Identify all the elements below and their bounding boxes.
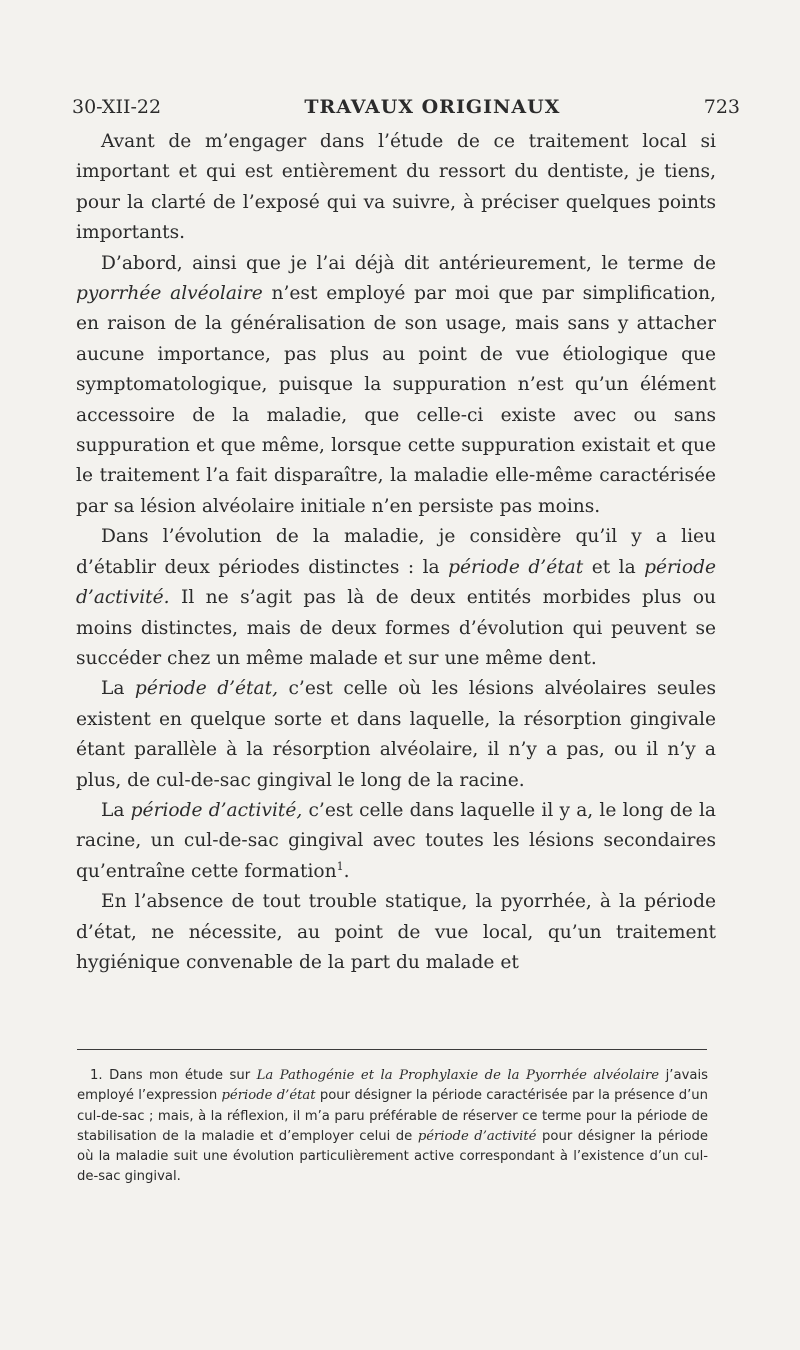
footnote-reference[interactable]: 1 bbox=[336, 859, 344, 873]
paragraph-4-text-b: c’est celle où les lésions alvéolaires seules existent en quelque sorte et dans laquelle, la résorption gingivale étant parallèle à la résorption alvéolaire, il n’y a pas, ou il n’y a plus, de cul-de-sac gingival le long de la racine. bbox=[76, 678, 717, 791]
page-number: 723 bbox=[703, 96, 740, 118]
footnote-1 bbox=[77, 1066, 708, 1188]
paragraph-5 bbox=[76, 796, 716, 887]
paragraph-4-text-a: La bbox=[101, 678, 135, 700]
footnote-term-etat: période d’état bbox=[221, 1088, 316, 1104]
paragraph-2-text-b: n’est employé par moi que par simplification, en raison de la généralisation de son usage, mais sans y attacher aucune importance, pas plus au point de vue étiologique que symptomatologique, puisque la suppuration n’est qu’un élément accessoire de la maladie, que celle-ci existe avec ou sans suppuration et que même, lorsque cette suppuration existait et que le traitement l’a fait disparaître, la maladie elle-même caractérisée par sa lésion alvéolaire initiale n’en persiste pas moins. bbox=[76, 283, 716, 517]
paragraph-4 bbox=[76, 674, 716, 796]
paragraph-5-text-a: La bbox=[101, 799, 131, 821]
paragraph-2-text-a: D’abord, ainsi que je l’ai déjà dit antérieurement, le terme de bbox=[101, 252, 716, 274]
footnote bbox=[77, 1066, 708, 1188]
paragraph-3 bbox=[76, 522, 716, 674]
paragraph-6 bbox=[76, 887, 716, 978]
paragraph-6-text: En l’absence de tout trouble statique, la pyorrhée, à la période d’état, ne nécessite, au point de vue local, qu’un traitement hygiénique convenable de la part du malade et bbox=[76, 891, 716, 973]
footnote-text-a: Dans mon étude sur bbox=[109, 1068, 257, 1083]
paragraph-1 bbox=[76, 127, 716, 249]
term-periode-etat: période d’état bbox=[448, 556, 584, 578]
body-text bbox=[76, 127, 716, 978]
footnote-term-activite: période d’activité bbox=[417, 1128, 537, 1144]
term-periode-activite: période d’activité. bbox=[76, 556, 716, 609]
running-header bbox=[72, 96, 740, 118]
term-periode-etat-def: période d’état, bbox=[134, 678, 279, 700]
footnote-text-b: j’avais employé l’expression bbox=[77, 1068, 708, 1104]
paragraph-5-text-b: c’est celle dans laquelle il y a, le long de la racine, un cul-de-sac gingival avec toutes les lésions secondaires qu’entraîne cette formation bbox=[76, 799, 716, 882]
paragraph-3-text-b: et la bbox=[583, 556, 645, 578]
paragraph-3-text-a: Dans l’évolution de la maladie, je considère qu’il y a lieu d’établir deux périodes distinctes : la bbox=[76, 526, 716, 578]
term-periode-activite-def: période d’activité, bbox=[130, 799, 303, 821]
running-title: TRAVAUX ORIGINAUX bbox=[304, 96, 561, 118]
paragraph-2 bbox=[76, 249, 716, 523]
header-date: 30-XII-22 bbox=[72, 96, 162, 118]
paragraph-3-text-c: Il ne s’agit pas là de deux entités morbides plus ou moins distinctes, mais de deux formes d’évolution qui peuvent se succéder chez un même malade et sur une même dent. bbox=[76, 587, 716, 669]
term-pyorrhee-alveolaire: pyorrhée alvéolaire bbox=[76, 283, 263, 305]
paragraph-5-text-c: . bbox=[343, 860, 350, 882]
footnote-text-d: pour désigner la période où la maladie suit une évolution particulièrement active correspondant à l’existence d’un cul-de-sac gingival. bbox=[77, 1128, 708, 1185]
paragraph-1-text: Avant de m’engager dans l’étude de ce traitement local si important et qui est entièrement du ressort du dentiste, je tiens, pour la clarté de l’exposé qui va suivre, à préciser quelques points importants. bbox=[76, 131, 716, 244]
footnote-cited-title: La Pathogénie et la Prophylaxie de la Pyorrhée alvéolaire bbox=[256, 1068, 660, 1083]
footnote-divider bbox=[77, 1049, 707, 1050]
footnote-text-c: pour désigner la période caractérisée par la présence d’un cul-de-sac ; mais, à la réflexion, il m’a paru préférable de réserver ce terme pour la période de stabilisation de la maladie et d’employer celui de bbox=[77, 1088, 709, 1144]
footnote-number: 1. bbox=[90, 1068, 110, 1083]
